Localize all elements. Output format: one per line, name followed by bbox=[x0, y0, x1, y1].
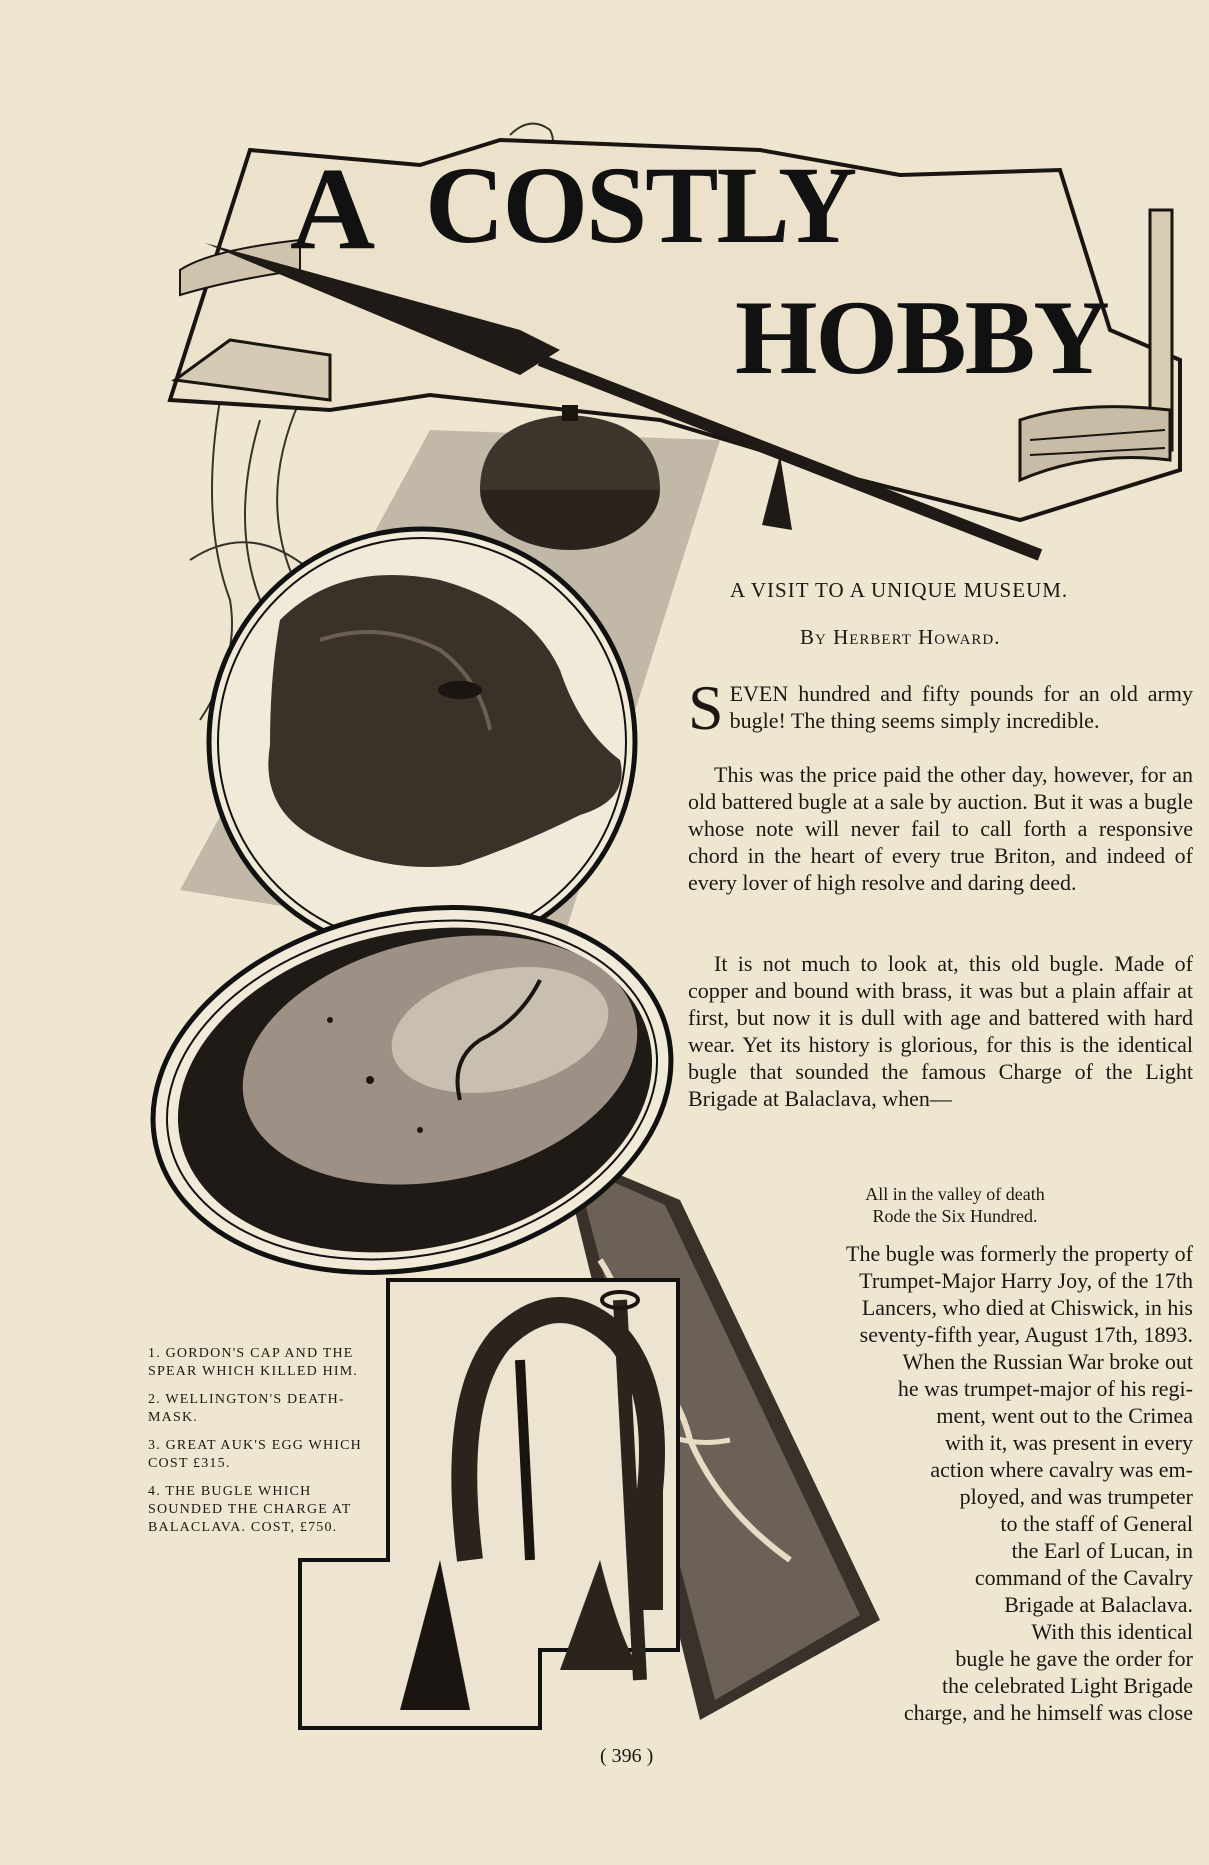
text-line: Brigade at Balaclava. bbox=[1004, 1592, 1193, 1617]
text-line: ployed, and was trumpeter bbox=[959, 1484, 1193, 1509]
caption-death-mask: 2. WELLINGTON'S DEATH-MASK. bbox=[148, 1392, 345, 1425]
paragraph-1-text: EVEN hundred and fifty pounds for an old army bugle! The thing seems simply incredible. bbox=[729, 681, 1193, 733]
paragraph-4 bbox=[705, 1240, 1193, 1726]
text-line: the Earl of Lucan, in bbox=[1011, 1538, 1193, 1563]
title-hobby: HOBBY bbox=[735, 279, 1108, 396]
paragraph-1 bbox=[688, 672, 1193, 743]
caption-gordons-cap: 1. GORDON'S CAP AND THE SPEAR WHICH KILLED HIM. bbox=[148, 1346, 359, 1379]
caption-auk-egg: 3. GREAT AUK'S EGG WHICH COST £315. bbox=[148, 1438, 362, 1471]
paragraph-3: It is not much to look at, this old bugle. Made of copper and bound with brass, it was but a plain affair at first, but now it is dull with age and battered with hard wear. Yet its history is glorious, for this is the identical bugle that sounded the famous Charge of the Light Brigade at Balaclava, when— bbox=[688, 951, 1193, 1111]
wellington-death-mask-photo bbox=[209, 529, 635, 955]
figure-captions bbox=[148, 1345, 368, 1547]
drop-cap: S bbox=[688, 672, 724, 743]
title-letter-a: A bbox=[290, 143, 376, 274]
text-line: charge, and he himself was close bbox=[903, 1700, 1193, 1725]
text-line: he was trumpet-major of his regi- bbox=[897, 1376, 1193, 1401]
text-line: the celebrated Light Brigade bbox=[941, 1673, 1193, 1698]
verse-quote bbox=[780, 1183, 1130, 1227]
verse-line: Rode the Six Hundred. bbox=[872, 1206, 1038, 1226]
gordons-cap bbox=[480, 405, 660, 550]
text-line: Lancers, who died at Chiswick, in his bbox=[861, 1295, 1193, 1320]
text-line: ment, went out to the Crimea bbox=[936, 1403, 1193, 1428]
text-line: bugle he gave the order for bbox=[955, 1646, 1193, 1671]
text-line: action where cavalry was em- bbox=[930, 1457, 1193, 1482]
text-line: command of the Cavalry bbox=[974, 1565, 1193, 1590]
article-subtitle: A VISIT TO A UNIQUE MUSEUM. bbox=[730, 578, 1069, 602]
text-line: seventy-fifth year, August 17th, 1893. bbox=[859, 1322, 1193, 1347]
title-costly: COSTLY bbox=[425, 144, 856, 266]
text-line: With this identical bbox=[1031, 1619, 1193, 1644]
caption-bugle: 4. THE BUGLE WHICH SOUNDED THE CHARGE AT BALACLAVA. COST, £750. bbox=[148, 1484, 352, 1535]
text-line: with it, was present in every bbox=[944, 1430, 1193, 1455]
verse-line: All in the valley of death bbox=[865, 1184, 1045, 1204]
paragraph-2: This was the price paid the other day, however, for an old battered bugle at a sale by auction. But it was a bugle whose note will never fail to call forth a responsive chord in the heart of every true Briton, and indeed of every lover of high resolve and daring deed. bbox=[688, 762, 1193, 895]
text-line: When the Russian War broke out bbox=[902, 1349, 1193, 1374]
text-line: Trumpet-Major Harry Joy, of the 17th bbox=[859, 1268, 1193, 1293]
article-byline: By Herbert Howard. bbox=[800, 625, 1001, 649]
text-line: to the staff of General bbox=[1000, 1511, 1193, 1536]
text-line: The bugle was formerly the property of bbox=[846, 1241, 1193, 1266]
page-number: ( 396 ) bbox=[600, 1745, 654, 1767]
